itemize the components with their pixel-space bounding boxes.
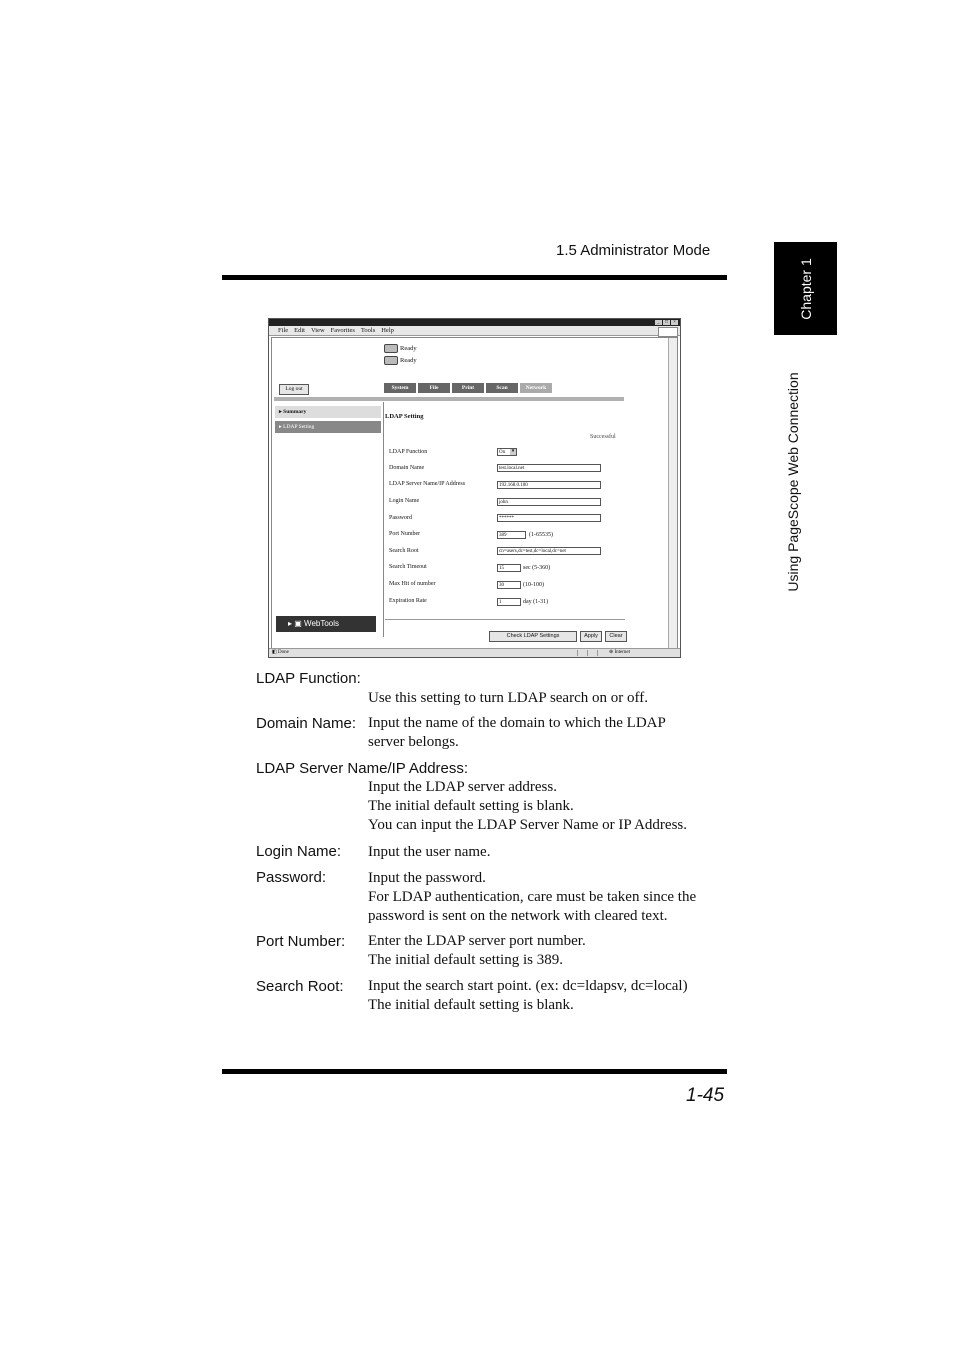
- label-server: LDAP Server Name/IP Address: [389, 481, 466, 487]
- result-message: Successful: [590, 434, 616, 440]
- max-hit-input[interactable]: 30: [497, 581, 521, 589]
- nav-item-ldap-setting[interactable]: ▸ LDAP Setting: [275, 421, 381, 433]
- label-port: Port Number: [389, 531, 421, 537]
- tab-underline-bar: [274, 397, 624, 401]
- status-zone: ⊕ Internet: [609, 650, 630, 655]
- label-ldap-function: LDAP Function: [389, 449, 428, 455]
- timeout-hint: sec (5-360): [523, 565, 551, 571]
- port-hint: (1-65535): [529, 532, 553, 538]
- desc-label-password: Password:: [256, 869, 327, 886]
- desc-text-search-root: Input the search start point. (ex: dc=ldapsv, dc=local) The initial default setting is blank.: [368, 978, 688, 1013]
- apply-button[interactable]: Apply: [580, 631, 602, 642]
- desc-text-ldap-function: Use this setting to turn LDAP search on or off.: [368, 690, 648, 706]
- menu-bar: [269, 326, 680, 336]
- vertical-scrollbar[interactable]: [668, 338, 677, 649]
- label-timeout: Search Timeout: [389, 564, 427, 570]
- browser-logo-icon: [658, 327, 678, 337]
- port-input[interactable]: 389: [497, 531, 526, 539]
- label-password: Password: [389, 515, 413, 521]
- close-icon[interactable]: ×: [671, 320, 678, 325]
- desc-text-port: Enter the LDAP server port number. The initial default setting is 389.: [368, 933, 586, 968]
- tab-network[interactable]: Network: [520, 383, 552, 393]
- label-max-hit: Max Hit of number: [389, 581, 436, 587]
- browser-screenshot: [268, 318, 681, 658]
- status-done: ◧ Done: [272, 650, 289, 655]
- server-input[interactable]: 192.168.0.100: [497, 481, 601, 489]
- desc-label-server: LDAP Server Name/IP Address:: [256, 760, 469, 777]
- status-bar: [269, 648, 680, 657]
- minimize-icon[interactable]: _: [655, 320, 662, 325]
- page-content: [271, 337, 678, 650]
- chevron-down-icon: ▾: [511, 449, 515, 454]
- printer-status-2: Ready: [384, 356, 417, 365]
- printer-status-1: Ready: [384, 344, 417, 353]
- window-titlebar: [269, 319, 680, 326]
- menu-tools[interactable]: Tools: [360, 327, 376, 334]
- side-section-title: Using PageScope Web Connection: [785, 372, 801, 592]
- domain-name-input[interactable]: test.local.net: [497, 464, 601, 472]
- desc-text-domain-name: Input the name of the domain to which the LDAP server belongs.: [368, 715, 666, 750]
- desc-label-ldap-function: LDAP Function:: [256, 670, 361, 687]
- running-header: 1.5 Administrator Mode: [556, 242, 711, 259]
- label-login: Login Name: [389, 498, 420, 504]
- section-title: LDAP Setting: [385, 413, 424, 420]
- page-number: 1-45: [686, 1085, 725, 1106]
- logout-button[interactable]: Log out: [279, 384, 309, 395]
- label-expiration: Expiration Rate: [389, 598, 427, 604]
- tab-system[interactable]: System: [384, 383, 416, 393]
- expiration-hint: day (1-31): [523, 599, 549, 605]
- label-domain-name: Domain Name: [389, 465, 425, 471]
- form-divider: [385, 619, 625, 620]
- clear-button[interactable]: Clear: [605, 631, 627, 642]
- label-search-root: Search Root: [389, 548, 419, 554]
- chapter-tab: [774, 242, 837, 335]
- expiration-input[interactable]: 1: [497, 598, 521, 606]
- tab-print[interactable]: Print: [452, 383, 484, 393]
- nav-divider: [383, 402, 384, 637]
- tab-scan[interactable]: Scan: [486, 383, 518, 393]
- menu-help[interactable]: Help: [381, 327, 394, 334]
- tab-file[interactable]: File: [418, 383, 450, 393]
- maximize-icon[interactable]: □: [664, 320, 669, 325]
- desc-label-port: Port Number:: [256, 933, 346, 950]
- max-hit-hint: (10-100): [523, 582, 544, 588]
- nav-item-summary[interactable]: ▸ Summary: [275, 406, 381, 418]
- desc-text-password: Input the password. For LDAP authentication, care must be taken since the password is sent on the network with cleared text.: [368, 870, 697, 924]
- search-root-input[interactable]: cn=users,dc=test,dc=local,dc=net: [497, 547, 601, 555]
- desc-text-login: Input the user name.: [368, 844, 491, 860]
- action-buttons: [489, 631, 627, 642]
- password-input[interactable]: ******: [497, 514, 601, 522]
- desc-text-server: Input the LDAP server address. The initial default setting is blank. You can input the LDAP Server Name or IP Address.: [368, 779, 687, 833]
- desc-label-domain-name: Domain Name:: [256, 715, 357, 732]
- left-navigation: [275, 406, 381, 436]
- menu-view[interactable]: View: [310, 327, 325, 334]
- chapter-label: Chapter 1: [797, 257, 814, 320]
- scanner-icon: [384, 356, 398, 365]
- menu-favorites[interactable]: Favorites: [330, 327, 355, 334]
- menu-edit[interactable]: Edit: [294, 327, 305, 334]
- timeout-input[interactable]: 15: [497, 564, 521, 572]
- login-input[interactable]: john: [497, 498, 601, 506]
- check-ldap-settings-button[interactable]: Check LDAP Settings: [489, 631, 577, 642]
- menu-file[interactable]: File: [278, 327, 289, 334]
- printer-icon: [384, 344, 398, 353]
- ldap-function-select[interactable]: On ▾: [497, 448, 517, 456]
- webtools-button[interactable]: ▸ ▣ WebTools: [276, 616, 376, 632]
- main-tabs: [384, 383, 552, 393]
- top-rule: [222, 275, 727, 280]
- desc-label-login: Login Name:: [256, 843, 342, 860]
- bottom-rule: [222, 1069, 727, 1074]
- desc-label-search-root: Search Root:: [256, 978, 344, 995]
